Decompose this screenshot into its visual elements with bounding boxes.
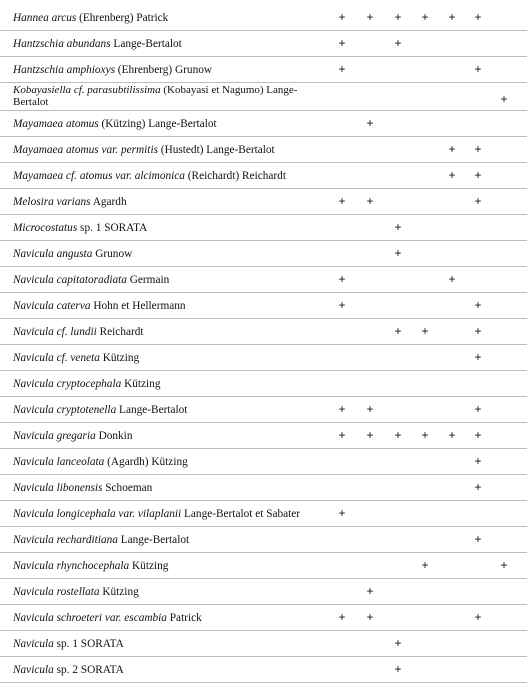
genus-text: Navicula xyxy=(13,638,54,650)
presence-mark: + xyxy=(366,428,374,442)
genus-text: Navicula xyxy=(13,326,54,338)
species-name-cell xyxy=(13,430,132,443)
species-name-cell xyxy=(13,144,275,157)
presence-mark: + xyxy=(474,350,482,364)
genus-text: Navicula xyxy=(13,664,54,676)
epithet-text: libonensis xyxy=(53,482,103,494)
author-text: (Reichardt) Reichardt xyxy=(184,170,286,182)
genus-text: Microcostatus xyxy=(13,222,78,234)
presence-mark: + xyxy=(394,36,402,50)
table-row xyxy=(0,657,527,683)
genus-text: Melosira xyxy=(13,196,54,208)
species-name-cell xyxy=(13,352,139,365)
table-row xyxy=(0,5,527,31)
epithet-text: rhynchocephala xyxy=(53,560,130,572)
table-row xyxy=(0,31,527,57)
presence-mark: + xyxy=(421,558,429,572)
presence-mark: + xyxy=(338,194,346,208)
presence-mark: + xyxy=(338,10,346,24)
presence-mark: + xyxy=(448,168,456,182)
epithet-text: cf. veneta xyxy=(53,352,100,364)
author-text: Kützing xyxy=(129,560,169,572)
author-text: Kützing xyxy=(121,378,161,390)
author-text: (Kobayasi et Nagumo) Lange-Bertalot xyxy=(13,84,298,108)
species-name-cell xyxy=(13,638,124,651)
species-name-cell xyxy=(13,118,217,131)
species-name-cell xyxy=(13,222,147,235)
genus-text: Mayamaea xyxy=(13,118,64,130)
presence-mark: + xyxy=(500,558,508,572)
presence-mark: + xyxy=(474,168,482,182)
author-text: Reichardt xyxy=(96,326,144,338)
genus-text: Hantzschia xyxy=(13,38,64,50)
author-text: (Kützing) Lange-Bertalot xyxy=(98,118,217,130)
genus-text: Navicula xyxy=(13,612,54,624)
species-name-cell xyxy=(13,456,188,469)
epithet-text: angusta xyxy=(53,248,93,260)
table-row xyxy=(0,631,527,657)
presence-mark: + xyxy=(474,10,482,24)
author-text: Lange-Bertalot xyxy=(116,404,188,416)
table-row xyxy=(0,111,527,137)
genus-text: Navicula xyxy=(13,430,54,442)
genus-text: Mayamaea xyxy=(13,144,64,156)
author-text: sp. 1 SORATA xyxy=(77,222,148,234)
presence-mark: + xyxy=(500,92,508,106)
table-row xyxy=(0,371,527,397)
author-text: Lange-Bertalot xyxy=(110,38,182,50)
author-text: Hohn et Hellermann xyxy=(90,300,186,312)
presence-mark: + xyxy=(394,324,402,338)
epithet-text: rostellata xyxy=(53,586,100,598)
genus-text: Navicula xyxy=(13,378,54,390)
author-text: Grunow xyxy=(92,248,133,260)
author-text: sp. 2 SORATA xyxy=(53,664,124,676)
presence-mark: + xyxy=(474,62,482,76)
species-name-cell xyxy=(13,326,144,339)
species-name-cell xyxy=(13,508,300,521)
epithet-text: cf. lundii xyxy=(53,326,97,338)
presence-mark: + xyxy=(474,454,482,468)
author-text: sp. 1 SORATA xyxy=(53,638,124,650)
table-row xyxy=(0,241,527,267)
author-text: Donkin xyxy=(95,430,133,442)
genus-text: Navicula xyxy=(13,508,54,520)
species-name-cell xyxy=(13,378,160,391)
table-row xyxy=(0,553,527,579)
presence-mark: + xyxy=(394,10,402,24)
presence-mark: + xyxy=(338,62,346,76)
table-row xyxy=(0,345,527,371)
author-text: Germain xyxy=(126,274,170,286)
epithet-text: schroeteri var. escambia xyxy=(53,612,167,624)
presence-mark: + xyxy=(394,662,402,676)
species-name-cell xyxy=(13,586,139,599)
table-row xyxy=(0,83,527,111)
epithet-text: atomus var. permitis xyxy=(63,144,158,156)
epithet-text: gregaria xyxy=(53,430,96,442)
presence-mark: + xyxy=(474,142,482,156)
author-text: Agardh xyxy=(90,196,127,208)
genus-text: Mayamaea xyxy=(13,170,64,182)
epithet-text: cryptotenella xyxy=(53,404,117,416)
table-row xyxy=(0,293,527,319)
table-row xyxy=(0,57,527,83)
genus-text: Hantzschia xyxy=(13,64,64,76)
author-text: (Agardh) Kützing xyxy=(104,456,188,468)
table-row xyxy=(0,501,527,527)
genus-text: Navicula xyxy=(13,482,54,494)
presence-mark: + xyxy=(394,636,402,650)
presence-mark: + xyxy=(474,194,482,208)
presence-mark: + xyxy=(338,506,346,520)
presence-mark: + xyxy=(366,10,374,24)
presence-mark: + xyxy=(448,272,456,286)
presence-mark: + xyxy=(474,610,482,624)
species-name-cell xyxy=(13,534,189,547)
epithet-text: cryptocephala xyxy=(53,378,122,390)
species-name-cell xyxy=(13,12,168,25)
epithet-text: cf. parasubtilissima xyxy=(71,84,161,96)
species-name-cell xyxy=(13,404,187,417)
genus-text: Navicula xyxy=(13,274,54,286)
epithet-text: varians xyxy=(53,196,91,208)
presence-mark: + xyxy=(366,194,374,208)
table-row xyxy=(0,215,527,241)
epithet-text: capitatoradiata xyxy=(53,274,127,286)
species-name-cell xyxy=(13,170,286,183)
table-row xyxy=(0,189,527,215)
epithet-text: atomus xyxy=(63,118,99,130)
presence-mark: + xyxy=(448,428,456,442)
presence-mark: + xyxy=(366,116,374,130)
species-name-cell xyxy=(13,664,124,677)
presence-mark: + xyxy=(474,298,482,312)
epithet-text: lanceolata xyxy=(53,456,105,468)
species-name-cell xyxy=(13,274,169,287)
table-row xyxy=(0,397,527,423)
author-text: (Ehrenberg) Patrick xyxy=(76,12,169,24)
species-name-cell xyxy=(13,64,212,77)
presence-mark: + xyxy=(421,324,429,338)
presence-mark: + xyxy=(366,402,374,416)
species-name-cell xyxy=(13,482,152,495)
table-row xyxy=(0,527,527,553)
presence-mark: + xyxy=(338,298,346,312)
presence-mark: + xyxy=(366,584,374,598)
table-row xyxy=(0,605,527,631)
species-name-cell xyxy=(13,300,186,313)
epithet-text: cf. atomus var. alcimonica xyxy=(63,170,185,182)
presence-mark: + xyxy=(394,246,402,260)
author-text: Schoeman xyxy=(102,482,153,494)
species-name-cell xyxy=(13,196,127,209)
table-row xyxy=(0,163,527,189)
presence-mark: + xyxy=(421,428,429,442)
species-name-cell xyxy=(13,612,202,625)
table-row xyxy=(0,475,527,501)
epithet-text: caterva xyxy=(53,300,91,312)
presence-mark: + xyxy=(474,532,482,546)
species-name-cell xyxy=(13,560,168,573)
genus-text: Navicula xyxy=(13,300,54,312)
table-row xyxy=(0,267,527,293)
presence-mark: + xyxy=(474,324,482,338)
genus-text: Navicula xyxy=(13,456,54,468)
table-row xyxy=(0,319,527,345)
presence-mark: + xyxy=(338,610,346,624)
presence-mark: + xyxy=(338,36,346,50)
author-text: (Hustedt) Lange-Bertalot xyxy=(157,144,275,156)
epithet-text: longicephala var. vilaplanii xyxy=(53,508,182,520)
presence-mark: + xyxy=(421,10,429,24)
presence-mark: + xyxy=(394,220,402,234)
table-row xyxy=(0,423,527,449)
presence-mark: + xyxy=(366,610,374,624)
genus-text: Navicula xyxy=(13,560,54,572)
epithet-text: abundans xyxy=(63,38,111,50)
epithet-text: arcus xyxy=(48,12,77,24)
author-text: Kützing xyxy=(99,352,140,364)
table-row xyxy=(0,137,527,163)
genus-text: Hannea xyxy=(13,12,49,24)
species-name-cell xyxy=(13,85,331,108)
presence-mark: + xyxy=(448,142,456,156)
presence-mark: + xyxy=(338,272,346,286)
species-name-cell xyxy=(13,38,182,51)
epithet-text: recharditiana xyxy=(53,534,118,546)
species-table xyxy=(0,5,527,683)
author-text: (Ehrenberg) Grunow xyxy=(114,64,213,76)
presence-mark: + xyxy=(474,428,482,442)
presence-mark: + xyxy=(448,10,456,24)
genus-text: Navicula xyxy=(13,248,54,260)
genus-text: Navicula xyxy=(13,534,54,546)
author-text: Patrick xyxy=(166,612,202,624)
presence-mark: + xyxy=(338,402,346,416)
presence-mark: + xyxy=(474,480,482,494)
presence-mark: + xyxy=(338,428,346,442)
species-name-cell xyxy=(13,248,132,261)
epithet-text: amphioxys xyxy=(63,64,115,76)
genus-text: Navicula xyxy=(13,404,54,416)
genus-text: Navicula xyxy=(13,586,54,598)
author-text: Lange-Bertalot xyxy=(117,534,190,546)
genus-text: Navicula xyxy=(13,352,54,364)
genus-text: Kobayasiella xyxy=(13,84,72,96)
table-row xyxy=(0,449,527,475)
author-text: Lange-Bertalot et Sabater xyxy=(181,508,301,520)
presence-mark: + xyxy=(394,428,402,442)
table-row xyxy=(0,579,527,605)
author-text: Kützing xyxy=(99,586,139,598)
presence-mark: + xyxy=(474,402,482,416)
